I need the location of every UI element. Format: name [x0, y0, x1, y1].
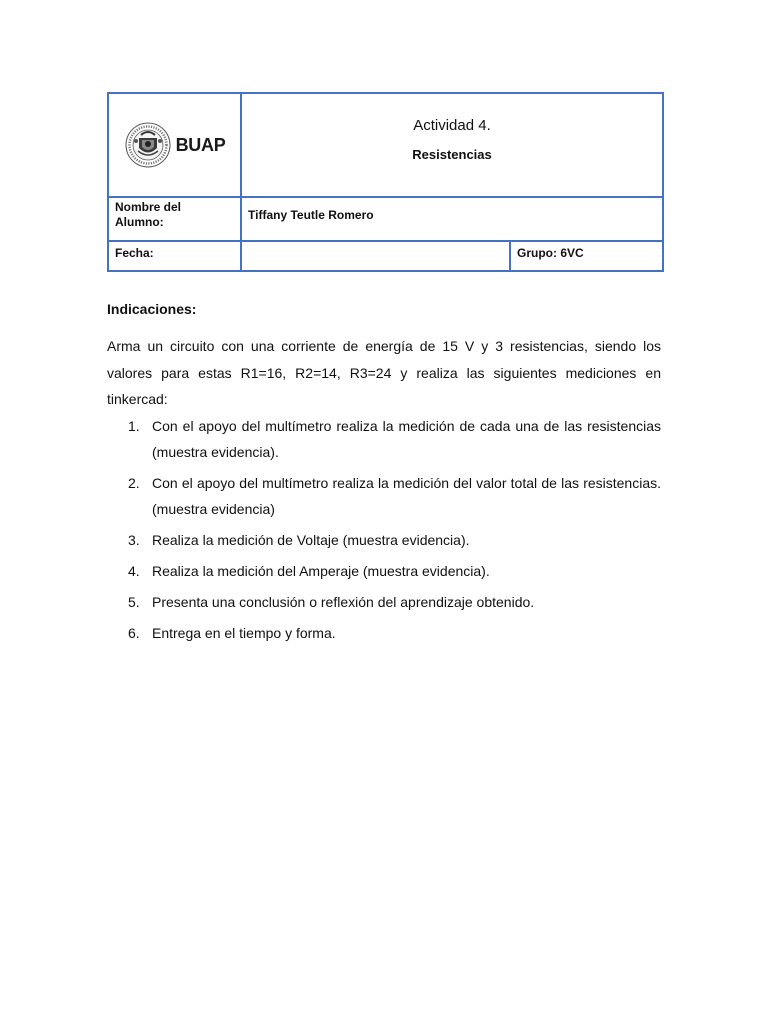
- list-item-number: 5.: [128, 594, 140, 610]
- list-item-number: 2.: [128, 475, 140, 491]
- header-table: [107, 92, 664, 272]
- intro-paragraph: Arma un circuito con una corriente de energía de 15 V y 3 resistencias, siendo los valores para estas R1=16, R2=14, R3=24 y realiza las siguientes mediciones en tinkercad:: [107, 338, 661, 407]
- buap-crest-icon: [124, 121, 172, 169]
- logo-text: BUAP: [175, 134, 226, 155]
- date-label: Fecha:: [115, 246, 154, 260]
- list-item-number: 4.: [128, 563, 140, 579]
- list-item-text: Realiza la medición del Amperaje (muestra evidencia).: [152, 563, 490, 579]
- student-label-line2: Alumno:: [115, 215, 164, 229]
- list-item: [107, 527, 661, 553]
- list-item: [107, 620, 661, 646]
- list-item-text: Entrega en el tiempo y forma.: [152, 625, 336, 641]
- steps-list: [107, 413, 661, 651]
- activity-title: Actividad 4.: [413, 117, 491, 134]
- title-cell: [242, 94, 662, 196]
- student-label: [115, 200, 235, 230]
- student-name: Tiffany Teutle Romero: [248, 208, 374, 222]
- table-divider: [109, 196, 662, 198]
- list-item-number: 6.: [128, 625, 140, 641]
- group-label: Grupo: 6VC: [517, 246, 584, 260]
- list-item-text: Con el apoyo del multímetro realiza la medición de cada una de las resistencias (muestra evidencia).: [152, 418, 661, 460]
- list-item: [107, 470, 661, 522]
- list-item-number: 1.: [128, 418, 140, 434]
- activity-subtitle: Resistencias: [412, 147, 492, 162]
- list-item-text: Realiza la medición de Voltaje (muestra evidencia).: [152, 532, 470, 548]
- list-item-number: 3.: [128, 532, 140, 548]
- logo-cell: [109, 94, 240, 196]
- list-item-text: Con el apoyo del multímetro realiza la medición del valor total de las resistencias. (muestra evidencia): [152, 475, 661, 517]
- section-heading: Indicaciones:: [107, 301, 197, 317]
- list-item: [107, 413, 661, 465]
- buap-logo: [124, 121, 226, 169]
- table-divider: [509, 242, 511, 270]
- list-item: [107, 589, 661, 615]
- list-item-text: Presenta una conclusión o reflexión del aprendizaje obtenido.: [152, 594, 535, 610]
- list-item: [107, 558, 661, 584]
- student-label-line1: Nombre del: [115, 200, 182, 214]
- table-divider: [109, 240, 662, 242]
